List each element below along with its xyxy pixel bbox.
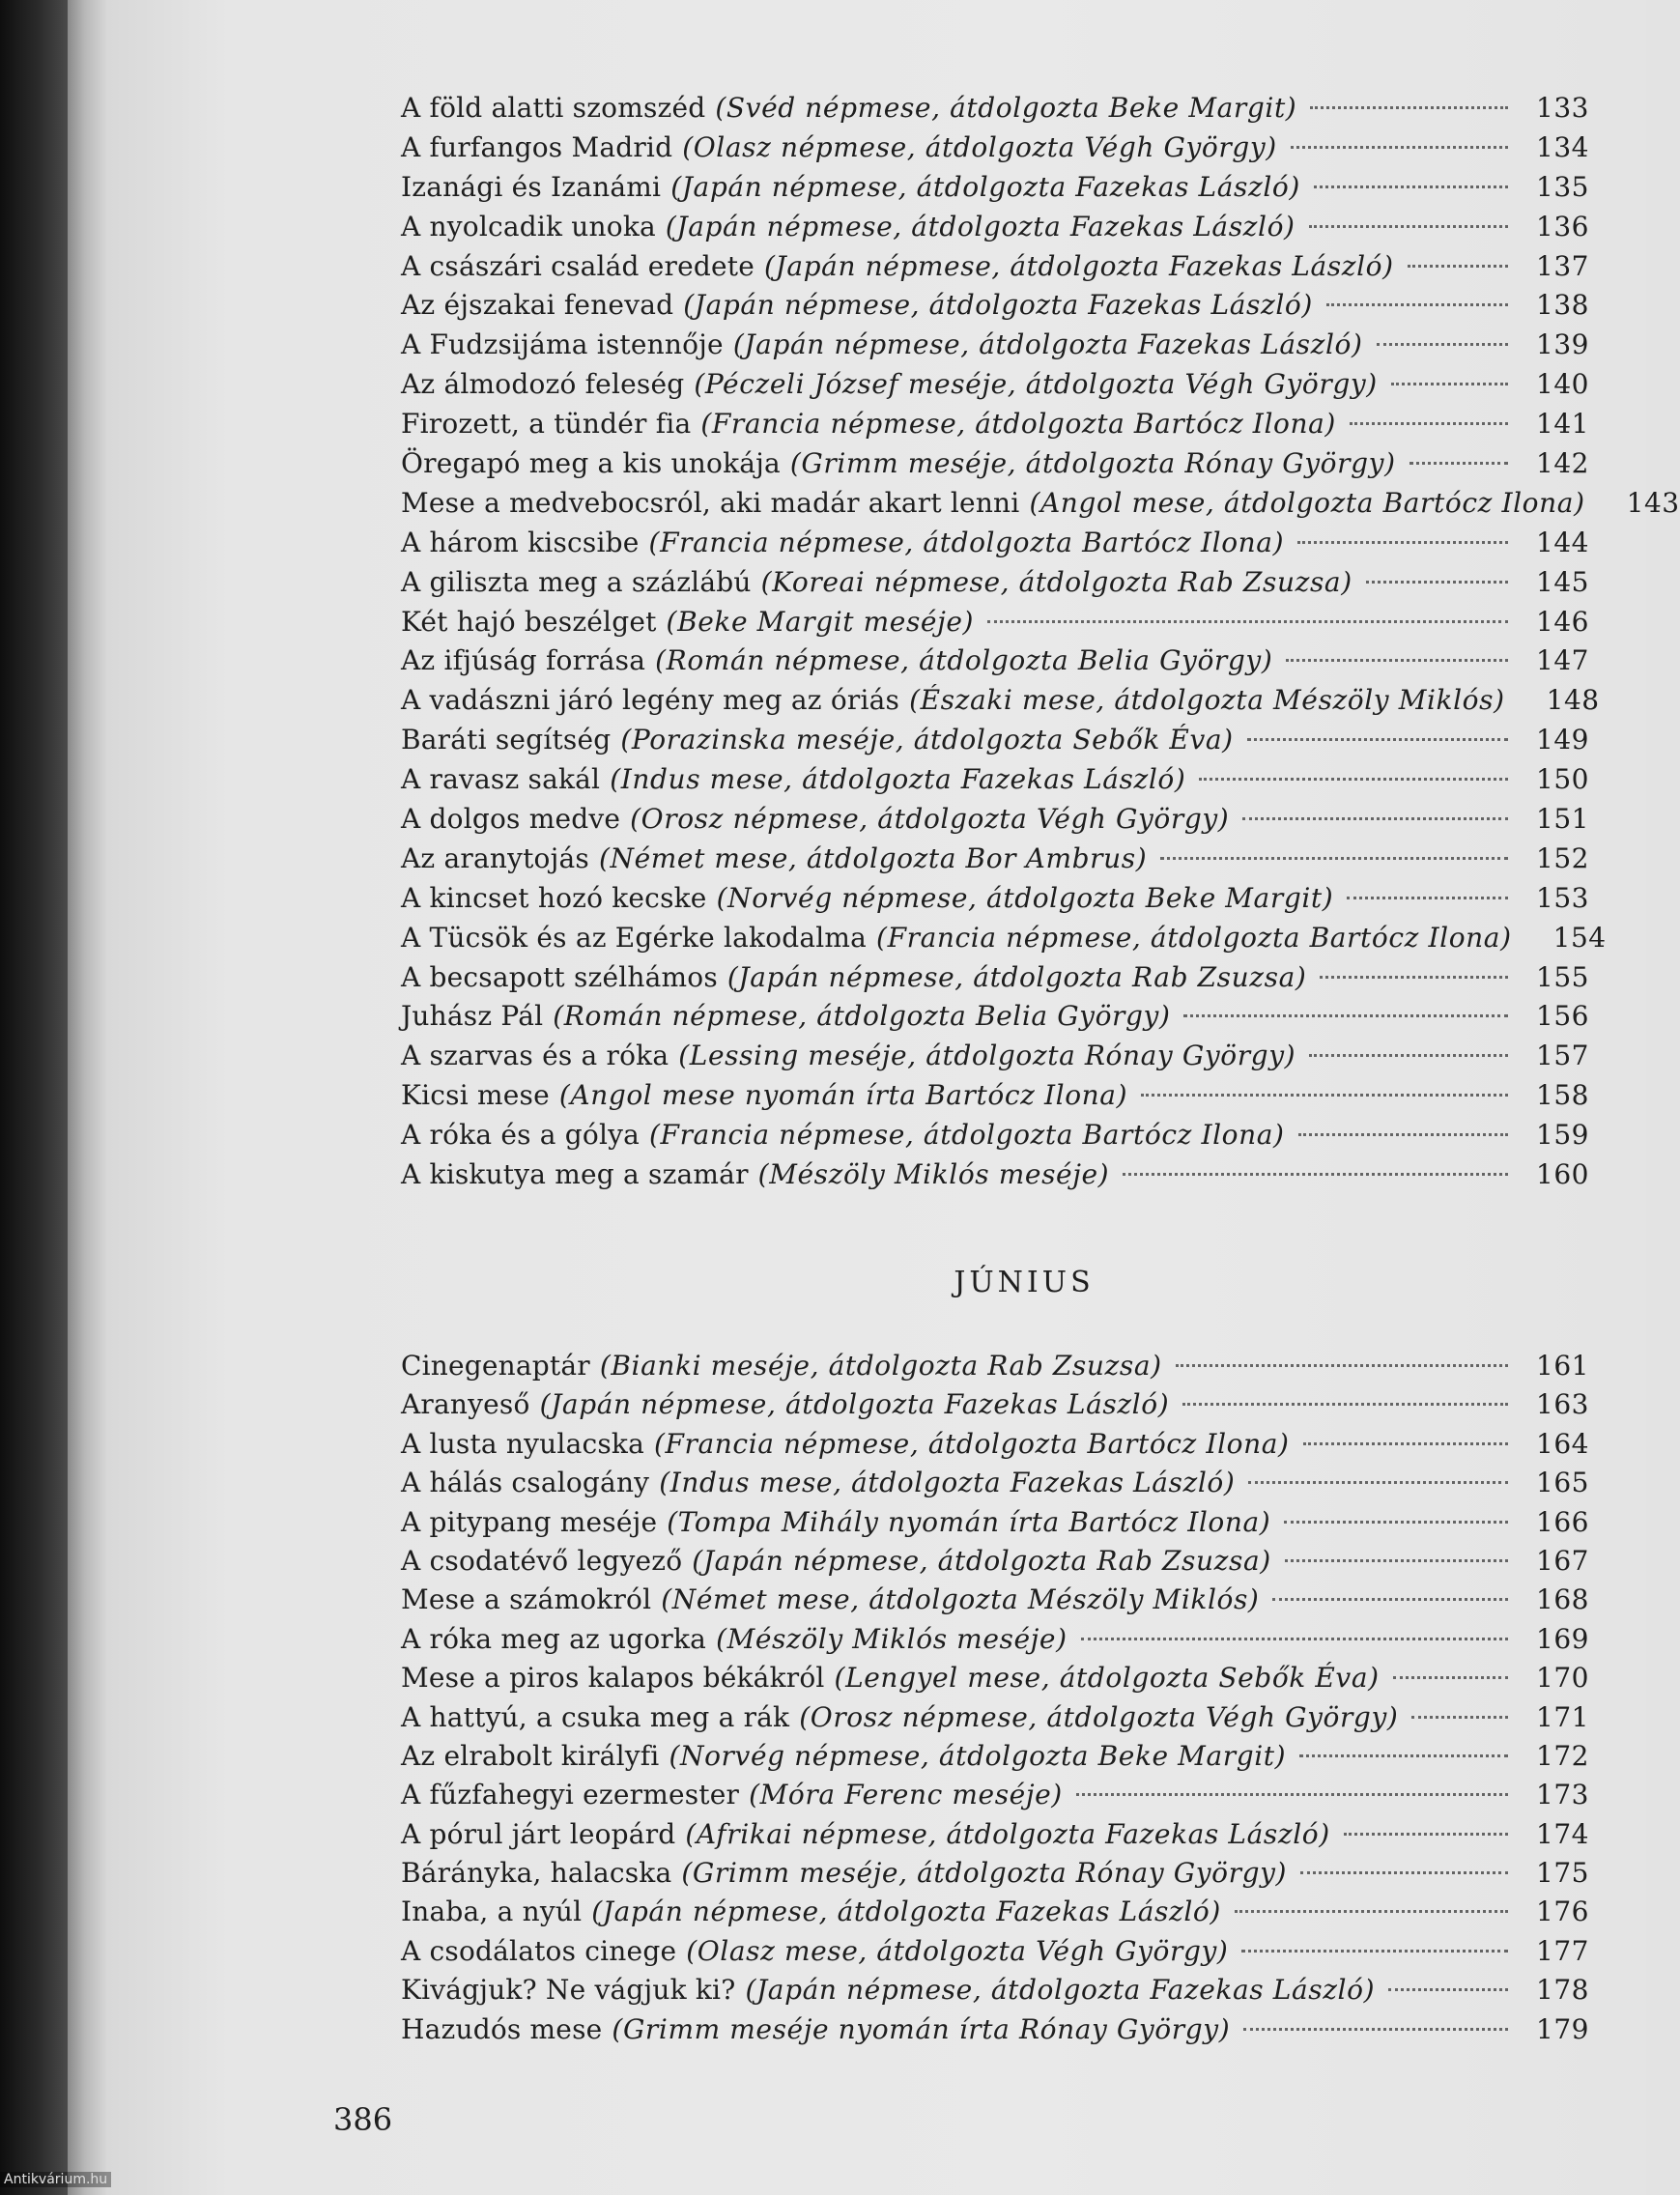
entry-source: (Japán népmese, átdolgozta Fazekas László) — [591, 1896, 1221, 1928]
entry-title: Baráti segítség — [401, 724, 612, 756]
dot-leader — [1303, 1415, 1508, 1445]
dot-leader — [1309, 198, 1508, 228]
dot-leader — [1199, 751, 1508, 781]
entry-source: (Angol mese, átdolgozta Bartócz Ilona) — [1029, 486, 1585, 519]
entry-source: (Orosz népmese, átdolgozta Végh György) — [799, 1700, 1399, 1733]
entry-title: Mese a számokról — [401, 1583, 652, 1616]
entry-source: (Afrikai népmese, átdolgozta Fazekas László) — [685, 1817, 1330, 1850]
entry-page-number: 156 — [1536, 1000, 1589, 1033]
dot-leader — [1243, 2001, 1508, 2031]
entry-source: (Beke Margit meséje) — [666, 605, 975, 638]
dot-leader — [1347, 869, 1508, 899]
entry-title: A csodatévő legyező — [401, 1544, 683, 1577]
entry-source: (Román népmese, átdolgozta Belia György) — [553, 1000, 1171, 1033]
dot-leader — [1235, 1883, 1508, 1913]
entry-title: Öregapó meg a kis unokája — [401, 447, 781, 480]
entry-title: Két hajó beszélget — [401, 605, 657, 638]
entry-source: (Japán népmese, átdolgozta Fazekas László) — [683, 289, 1313, 322]
entry-title: A föld alatti szomszéd — [401, 92, 706, 124]
entry-page-number: 175 — [1536, 1857, 1589, 1890]
dot-leader — [1408, 238, 1508, 268]
dot-leader — [1285, 1532, 1508, 1562]
toc-entry — [401, 1154, 1589, 1193]
entry-page-number: 152 — [1536, 841, 1589, 874]
entry-page-number: 158 — [1536, 1079, 1589, 1112]
entry-source: (Francia népmese, átdolgozta Bartócz Ilona) — [648, 526, 1285, 558]
entry-source: (Tompa Mihály nyomán írta Bartócz Ilona) — [667, 1505, 1271, 1538]
entry-title: A Tücsök és az Egérke lakodalma — [401, 921, 868, 954]
entry-title: A császári család eredete — [401, 249, 755, 282]
toc-entry — [401, 2009, 1589, 2047]
entry-title: Hazudós mese — [401, 2012, 603, 2045]
entry-title: A három kiscsibe — [401, 526, 640, 558]
entry-source: (Indus mese, átdolgozta Fazekas László) — [659, 1467, 1236, 1499]
entry-title: A furfangos Madrid — [401, 130, 673, 163]
entry-title: A becsapott szélhámos — [401, 960, 718, 993]
entry-source: (Francia népmese, átdolgozta Bartócz Ilona) — [876, 921, 1512, 954]
entry-page-number: 151 — [1536, 803, 1589, 836]
entry-page-number: 174 — [1536, 1817, 1589, 1850]
dot-leader — [1241, 1923, 1508, 1953]
dot-leader — [1314, 158, 1508, 188]
page-gutter — [68, 0, 106, 2195]
entry-page-number: 134 — [1536, 130, 1589, 163]
dot-leader — [1291, 119, 1508, 149]
dot-leader — [1344, 1806, 1508, 1836]
book-spine-shadow — [0, 0, 68, 2195]
entry-page-number: 138 — [1536, 289, 1589, 322]
entry-source: (Francia népmese, átdolgozta Bartócz Ilona) — [700, 408, 1336, 441]
entry-page-number: 136 — [1536, 210, 1589, 242]
entry-page-number: 139 — [1536, 328, 1589, 361]
entry-page-number: 150 — [1536, 763, 1589, 796]
entry-page-number: 170 — [1536, 1662, 1589, 1695]
entry-page-number: 157 — [1536, 1040, 1589, 1072]
entry-title: A kincset hozó kecske — [401, 881, 707, 914]
dot-leader — [1247, 711, 1508, 741]
entry-page-number: 155 — [1536, 960, 1589, 993]
entry-title: A róka meg az ugorka — [401, 1622, 707, 1655]
entry-source: (Lengyel mese, átdolgozta Sebők Éva) — [834, 1662, 1380, 1695]
entry-source: (Északi mese, átdolgozta Mészöly Miklós) — [909, 684, 1505, 717]
entry-source: (Grimm meséje, átdolgozta Rónay György) — [681, 1857, 1288, 1890]
entry-title: A ravasz sakál — [401, 763, 601, 796]
dot-leader — [1299, 1727, 1508, 1757]
entry-title: Kivágjuk? Ne vágjuk ki? — [401, 1974, 736, 2007]
entry-title: Juhász Pál — [401, 1000, 544, 1033]
entry-title: Báránykа, halacska — [401, 1857, 672, 1890]
entry-source: (Mészöly Miklós meséje) — [716, 1622, 1068, 1655]
entry-source: (Angol mese nyomán írta Bartócz Ilona) — [558, 1079, 1128, 1112]
toc-entry — [401, 442, 1589, 482]
entry-page-number: 135 — [1536, 170, 1589, 203]
entry-source: (Porazinska meséje, átdolgozta Sebők Éva) — [620, 724, 1234, 756]
entry-page-number: 148 — [1546, 684, 1600, 717]
dot-leader — [987, 593, 1508, 623]
entry-source: (Lessing meséje, átdolgozta Rónay György) — [678, 1040, 1296, 1072]
dot-leader — [1242, 790, 1508, 820]
entry-page-number: 166 — [1536, 1505, 1589, 1538]
entry-title: Az aranytojás — [401, 841, 589, 874]
watermark: Antikvárium.hu — [0, 2172, 111, 2187]
entry-title: A vadászni járó legény meg az óriás — [401, 684, 900, 717]
entry-source: (Móra Ferenc meséje) — [749, 1779, 1063, 1811]
entry-page-number: 171 — [1536, 1700, 1589, 1733]
toc-entry — [401, 877, 1589, 917]
entry-source: (Japán népmese, átdolgozta Fazekas László) — [539, 1388, 1170, 1421]
dot-leader — [1350, 395, 1508, 425]
dot-leader — [1076, 1766, 1508, 1796]
entry-source: (Japán népmese, átdolgozta Rab Zsuzsa) — [692, 1544, 1271, 1577]
dot-leader — [1300, 1844, 1508, 1874]
entry-page-number: 176 — [1536, 1896, 1589, 1928]
entry-source: (Bianki meséje, átdolgozta Rab Zsuzsa) — [599, 1350, 1162, 1382]
entry-source: (Japán népmese, átdolgozta Fazekas László) — [732, 328, 1363, 361]
entry-title: Cinegenaptár — [401, 1350, 590, 1382]
entry-title: A fűzfahegyi ezermester — [401, 1779, 740, 1811]
entry-page-number: 177 — [1536, 1934, 1589, 1967]
entry-source: (Indus mese, átdolgozta Fazekas László) — [610, 763, 1186, 796]
entry-source: (Grimm meséje nyomán írta Rónay György) — [612, 2012, 1231, 2045]
entry-page-number: 146 — [1536, 605, 1589, 638]
entry-page-number: 164 — [1536, 1427, 1589, 1460]
entry-title: Inaba, a nyúl — [401, 1896, 583, 1928]
entry-page-number: 144 — [1536, 526, 1589, 558]
entry-page-number: 142 — [1536, 447, 1589, 480]
entry-title: Firozett, a tündér fia — [401, 408, 692, 441]
entry-page-number: 172 — [1536, 1739, 1589, 1772]
dot-leader — [1248, 1454, 1508, 1484]
entry-title: Az elrabolt királyfi — [401, 1739, 660, 1772]
entry-page-number: 160 — [1536, 1158, 1589, 1191]
entry-source: (Japán népmese, átdolgozta Fazekas László) — [763, 249, 1394, 282]
entry-title: A róka és a gólya — [401, 1119, 641, 1152]
entry-page-number: 169 — [1536, 1622, 1589, 1655]
entry-page-number: 147 — [1536, 644, 1589, 677]
entry-title: A pórul járt leopárd — [401, 1817, 676, 1850]
entry-title: Mese a medvebocsról, aki madár akart lenni — [401, 486, 1020, 519]
dot-leader — [1411, 1689, 1508, 1719]
section-heading-june: JÚNIUS — [954, 1266, 1095, 1299]
entry-title: A szarvas és a róka — [401, 1040, 669, 1072]
entry-page-number: 179 — [1536, 2012, 1589, 2045]
entry-page-number: 165 — [1536, 1467, 1589, 1499]
entry-title: A hattyú, a csuka meg a rák — [401, 1700, 790, 1733]
entry-page-number: 163 — [1536, 1388, 1589, 1421]
dot-leader — [1309, 1027, 1508, 1057]
entry-page-number: 153 — [1536, 881, 1589, 914]
entry-title: Aranyeső — [401, 1388, 530, 1421]
entry-source: (Japán népmese, átdolgozta Fazekas László) — [665, 210, 1296, 242]
entry-page-number: 173 — [1536, 1779, 1589, 1811]
entry-page-number: 137 — [1536, 249, 1589, 282]
entry-page-number: 168 — [1536, 1583, 1589, 1616]
entry-title: A csodálatos cinege — [401, 1934, 677, 1967]
entry-title: Izanági és Izanámi — [401, 170, 662, 203]
dot-leader — [1284, 1494, 1508, 1524]
dot-leader — [1160, 830, 1508, 860]
entry-source: (Német mese, átdolgozta Mészöly Miklós) — [661, 1583, 1260, 1616]
entry-page-number: 133 — [1536, 92, 1589, 124]
entry-title: Mese a piros kalapos békákról — [401, 1662, 825, 1695]
entry-title: A kiskutya meg a szamár — [401, 1158, 749, 1191]
dot-leader — [1286, 632, 1508, 662]
entry-source: (Román népmese, átdolgozta Belia György) — [655, 644, 1273, 677]
entry-source: (Japán népmese, átdolgozta Fazekas László) — [670, 170, 1300, 203]
entry-title: A giliszta meg a százlábú — [401, 565, 752, 598]
entry-source: (Grimm meséje, átdolgozta Rónay György) — [789, 447, 1396, 480]
entry-source: (Norvég népmese, átdolgozta Beke Margit) — [716, 881, 1334, 914]
entry-title: Az álmodozó feleség — [401, 368, 685, 401]
toc-entry — [401, 640, 1589, 679]
entry-source: (Norvég népmese, átdolgozta Beke Margit) — [669, 1739, 1287, 1772]
dot-leader — [1297, 514, 1508, 544]
entry-source: (Koreai népmese, átdolgozta Rab Zsuzsa) — [760, 565, 1353, 598]
entry-source: (Francia népmese, átdolgozta Bartócz Ilona) — [653, 1427, 1290, 1460]
dot-leader — [1391, 356, 1508, 385]
entry-title: A nyolcadik unoka — [401, 210, 656, 242]
page-number: 386 — [333, 2101, 393, 2138]
dot-leader — [1320, 949, 1508, 979]
entry-page-number: 159 — [1536, 1119, 1589, 1152]
entry-source: (Olasz népmese, átdolgozta Végh György) — [682, 130, 1277, 163]
dot-leader — [1326, 276, 1508, 306]
entry-title: A lusta nyulacska — [401, 1427, 644, 1460]
dot-leader — [1377, 316, 1509, 346]
entry-title: Kicsi mese — [401, 1079, 550, 1112]
entry-source: (Japán népmese, átdolgozta Rab Zsuzsa) — [726, 960, 1307, 993]
dot-leader — [1081, 1611, 1508, 1640]
entry-source: (Japán népmese, átdolgozta Fazekas László) — [745, 1974, 1376, 2007]
entry-page-number: 141 — [1536, 408, 1589, 441]
dot-leader — [1310, 79, 1508, 109]
dot-leader — [1182, 1376, 1508, 1406]
entry-source: (Német mese, átdolgozta Bor Ambrus) — [598, 841, 1148, 874]
dot-leader — [1393, 1649, 1508, 1679]
dot-leader — [1272, 1571, 1508, 1601]
entry-title: Az éjszakai fenevad — [401, 289, 674, 322]
dot-leader — [1176, 1337, 1508, 1367]
entry-source: (Francia népmese, átdolgozta Bartócz Ilona) — [649, 1119, 1285, 1152]
entry-title: A pitypang meséje — [401, 1505, 658, 1538]
entry-page-number: 149 — [1536, 724, 1589, 756]
entry-title: A hálás csalogány — [401, 1467, 650, 1499]
entry-page-number: 154 — [1552, 921, 1607, 954]
entry-page-number: 145 — [1536, 565, 1589, 598]
entry-page-number: 178 — [1536, 1974, 1589, 2007]
entry-title: Az ifjúság forrása — [401, 644, 646, 677]
dot-leader — [1183, 987, 1508, 1017]
entry-source: (Svéd népmese, átdolgozta Beke Margit) — [715, 92, 1297, 124]
dot-leader — [1141, 1067, 1508, 1097]
toc-section-may — [401, 87, 1680, 1193]
dot-leader — [1388, 1961, 1508, 1991]
dot-leader — [1123, 1146, 1508, 1176]
entry-source: (Olasz mese, átdolgozta Végh György) — [686, 1934, 1229, 1967]
dot-leader — [1409, 435, 1508, 465]
dot-leader — [1298, 1106, 1508, 1136]
entry-source: (Mészöly Miklós meséje) — [757, 1158, 1110, 1191]
entry-page-number: 161 — [1536, 1350, 1589, 1382]
dot-leader — [1366, 554, 1508, 584]
entry-source: (Orosz népmese, átdolgozta Végh György) — [630, 803, 1230, 836]
entry-page-number: 140 — [1536, 368, 1589, 401]
entry-source: (Péczeli József meséje, átdolgozta Végh György) — [694, 368, 1378, 401]
entry-title: A Fudzsijáma istennője — [401, 328, 724, 361]
entry-title: A dolgos medve — [401, 803, 621, 836]
entry-page-number: 167 — [1536, 1544, 1589, 1577]
entry-page-number: 143 — [1626, 486, 1680, 519]
toc-section-june — [401, 1345, 1589, 2047]
